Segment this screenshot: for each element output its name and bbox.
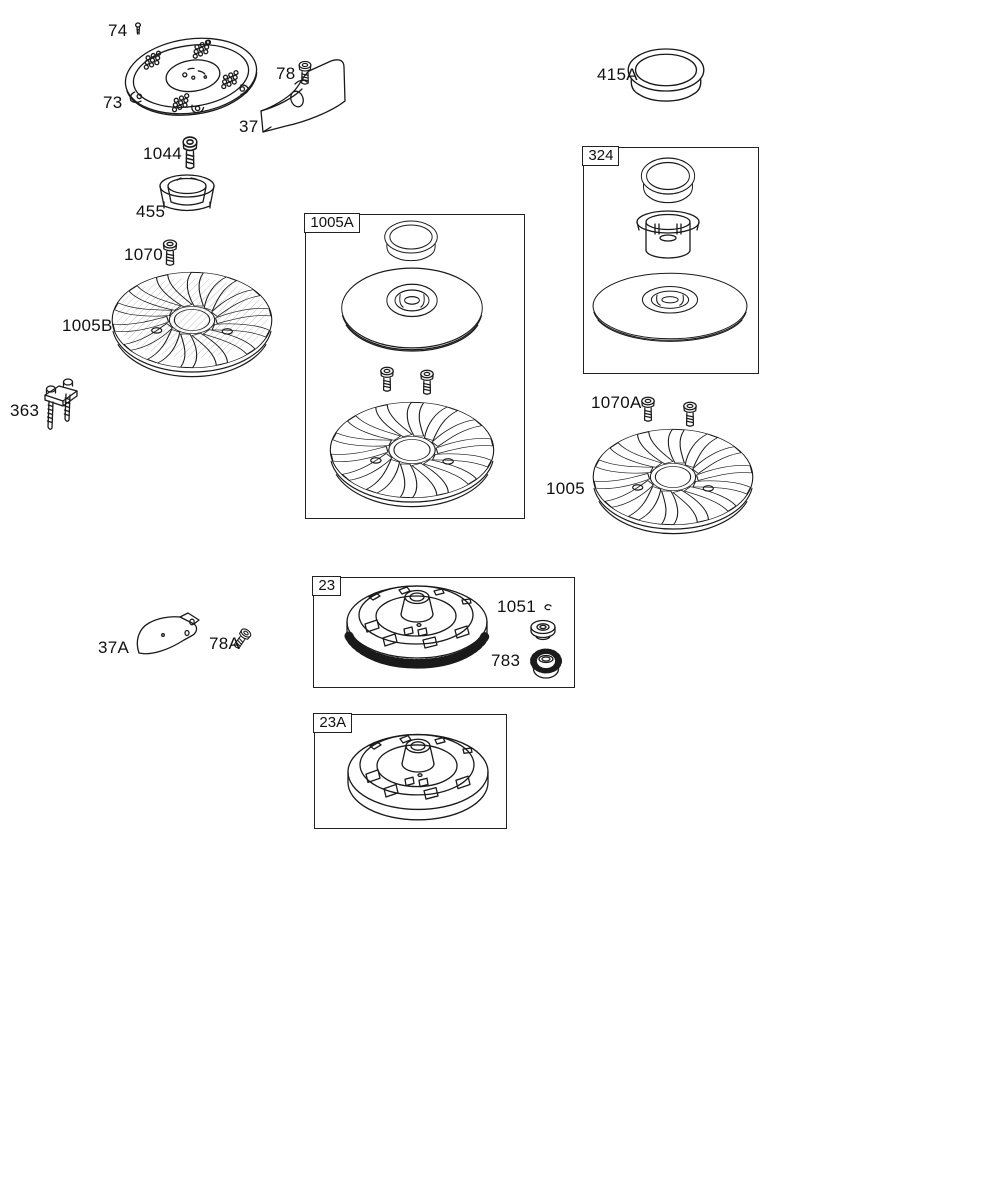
part-37A-bracket xyxy=(137,613,199,654)
part-324-cup xyxy=(637,211,699,258)
part-1070A-screw-1 xyxy=(642,397,654,421)
part-783-hub xyxy=(531,621,555,640)
part-1005A-screw-2 xyxy=(421,370,433,394)
part-324-ring xyxy=(641,158,694,203)
part-1005A-flywheel xyxy=(330,401,493,506)
part-label-1044: 1044 xyxy=(143,144,183,163)
part-783-gear xyxy=(534,651,559,678)
part-label-78A: 78A xyxy=(209,634,241,653)
part-1005A-dome-cover xyxy=(342,268,483,351)
part-label-455: 455 xyxy=(136,202,166,221)
part-label-78: 78 xyxy=(276,64,296,83)
part-label-415A: 415A xyxy=(597,65,638,84)
group-label-23: 23 xyxy=(312,576,341,596)
group-label-1005A: 1005A xyxy=(304,213,359,233)
part-1051-key xyxy=(545,605,551,610)
part-label-37A: 37A xyxy=(98,638,130,657)
part-23A-flywheel xyxy=(348,735,488,820)
part-73-cover xyxy=(120,30,261,123)
part-label-1005B: 1005B xyxy=(62,316,113,335)
part-455-cup xyxy=(160,175,214,211)
part-324-dome-cover xyxy=(593,273,747,341)
part-415A-ring xyxy=(628,49,704,101)
part-1044-bolt xyxy=(183,137,197,169)
part-label-1051: 1051 xyxy=(497,597,537,616)
part-label-783: 783 xyxy=(491,651,521,670)
group-label-324: 324 xyxy=(582,146,619,166)
group-label-23A: 23A xyxy=(313,713,352,733)
part-label-1070: 1070 xyxy=(124,245,164,264)
part-1005B-flywheel xyxy=(112,271,272,376)
part-label-37: 37 xyxy=(239,117,259,136)
part-1005A-ring xyxy=(385,221,438,261)
part-label-1070A: 1070A xyxy=(591,393,642,412)
part-label-73: 73 xyxy=(103,93,123,112)
part-363-screw-set xyxy=(45,379,77,429)
part-1005A-screw-1 xyxy=(381,367,393,391)
part-1070A-screw-2 xyxy=(684,402,696,426)
part-label-74: 74 xyxy=(108,21,128,40)
part-1070-bolt xyxy=(164,240,177,265)
part-label-363: 363 xyxy=(10,401,40,420)
part-23-flywheel xyxy=(347,586,487,668)
part-1005-flywheel xyxy=(593,428,753,533)
part-label-1005: 1005 xyxy=(546,479,586,498)
part-74-pin xyxy=(136,23,141,34)
